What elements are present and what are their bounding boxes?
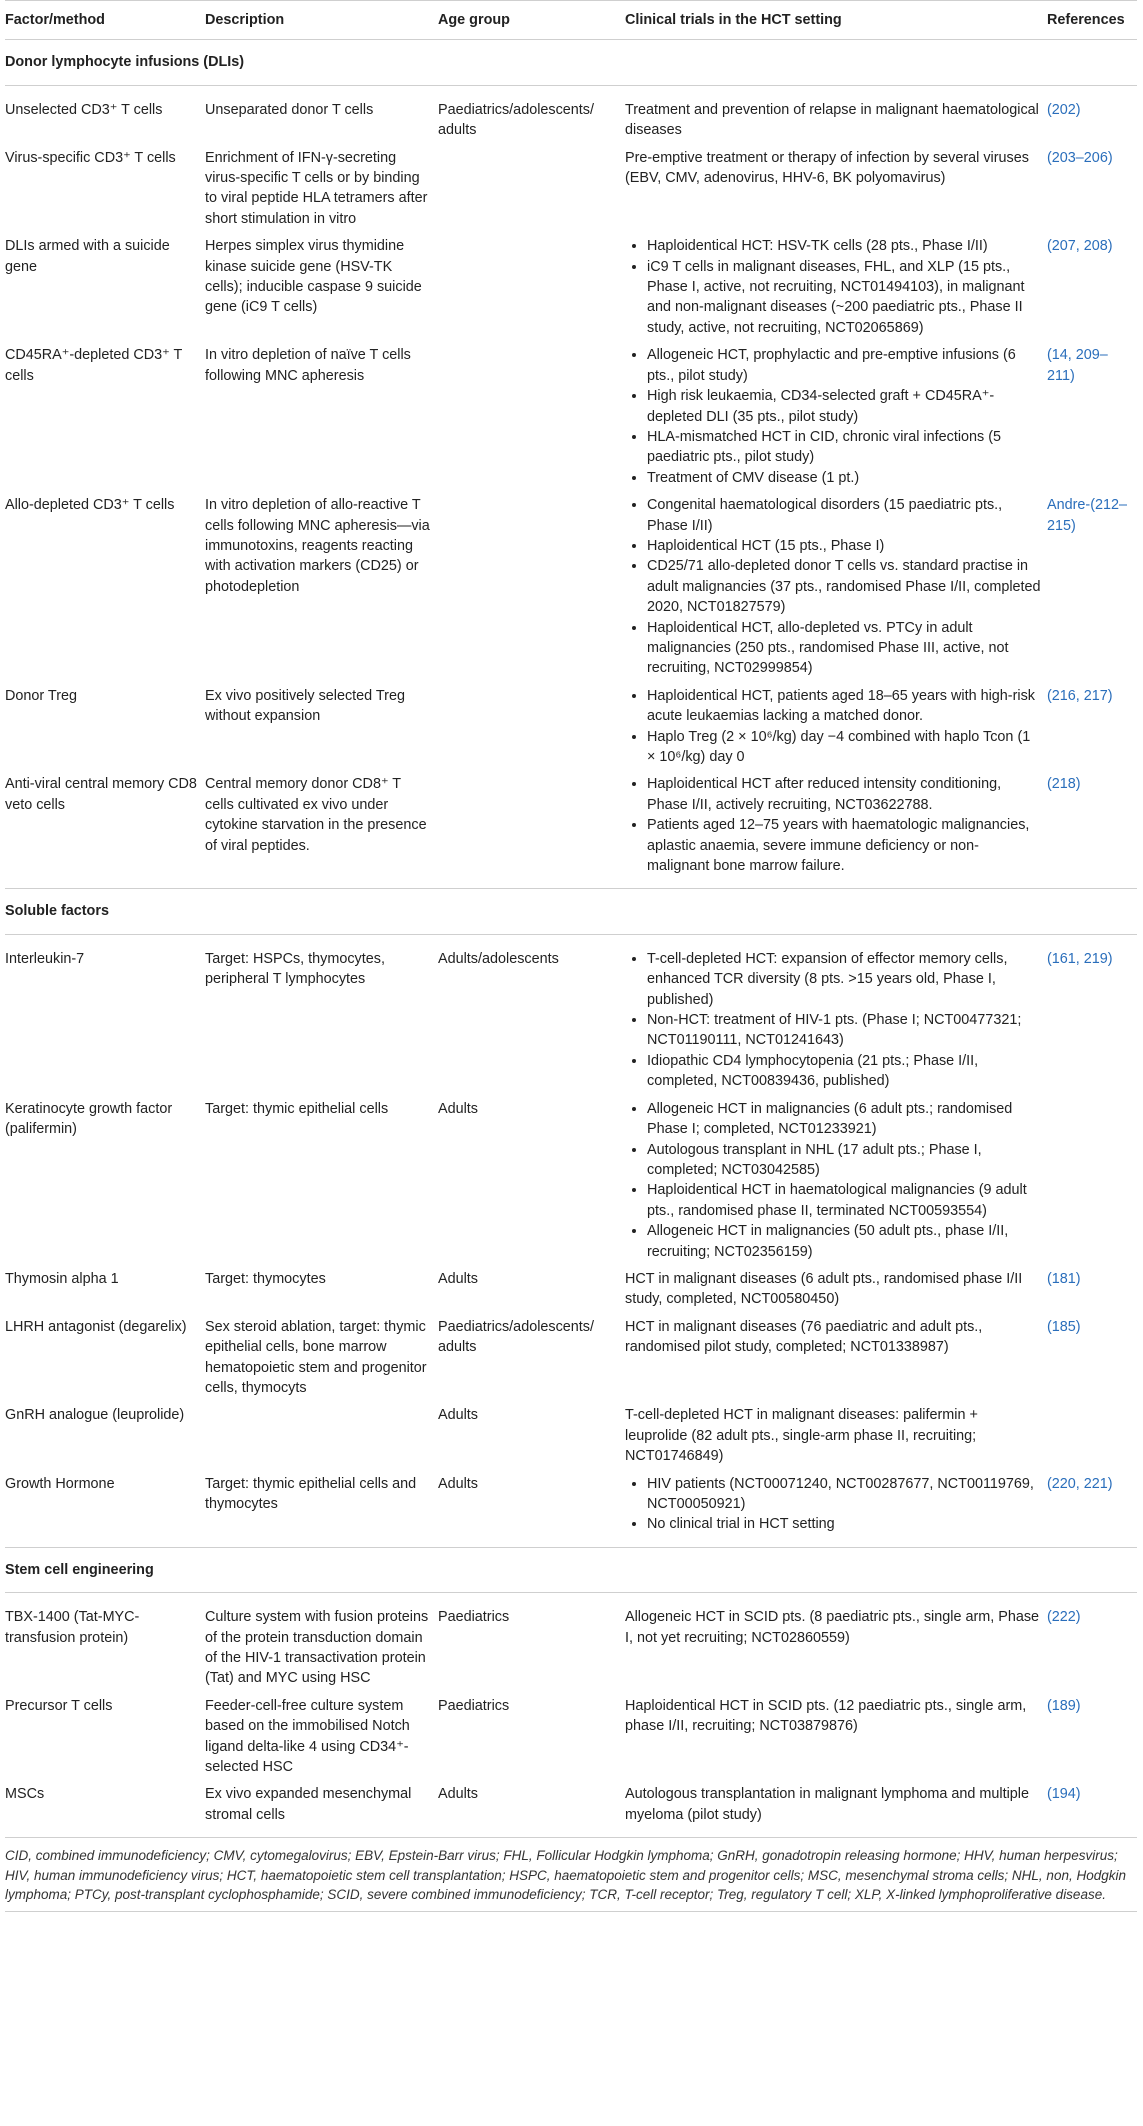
description-cell: Culture system with fusion proteins of the protein transduction domain of the HIV-1 transactivation protein (Tat) and MYC using HSC: [205, 1609, 429, 1687]
table-body: [5, 40, 1137, 1837]
table-row: [5, 145, 1137, 234]
references-cell: (181): [1047, 1270, 1081, 1287]
description-cell: Target: thymic epithelial cells: [205, 1100, 389, 1117]
clinical-trials-cell: [625, 1693, 1047, 1782]
references-cell: (216, 217): [1047, 687, 1113, 704]
header-factor: Factor/method: [5, 1, 205, 40]
references-cell: (185): [1047, 1318, 1081, 1335]
description-cell: Ex vivo positively selected Treg without expansion: [205, 687, 405, 725]
description-cell: Unseparated donor T cells: [205, 101, 374, 118]
clinical-trials-cell: [625, 1314, 1047, 1403]
age-group-cell: [438, 771, 625, 889]
trial-text: HCT in malignant diseases (76 paediatric and adult pts., randomised pilot study, completed; NCT01338987): [625, 1318, 983, 1356]
factor-cell: DLIs armed with a suicide gene: [5, 238, 170, 275]
table-row: [5, 1593, 1137, 1693]
references-cell: (202): [1047, 101, 1081, 118]
clinical-trials-cell: [625, 1096, 1047, 1266]
age-group-cell: Paediatrics: [438, 1609, 510, 1626]
trials-list: [625, 774, 1041, 876]
clinical-trials-cell: [625, 1471, 1047, 1548]
trial-item: • Idiopathic CD4 lymphocytopenia (21 pts.; Phase I/II, completed, NCT00839436, published): [647, 1051, 1041, 1092]
trial-item: • Haploidentical HCT in haematological malignancies (9 adult pts., randomised phase II, terminated NCT00593554): [647, 1180, 1041, 1221]
references-cell: (220, 221): [1047, 1475, 1113, 1492]
table-row: [5, 1471, 1137, 1548]
trials-list: [625, 1474, 1041, 1535]
clinical-trials-cell: [625, 1402, 1047, 1470]
section-title: Soluble factors: [5, 889, 1137, 934]
age-group-cell: Paediatrics: [438, 1697, 510, 1714]
trial-item: • Non-HCT: treatment of HIV-1 pts. (Phase I; NCT00477321; NCT01190111, NCT01241643): [647, 1010, 1041, 1051]
references-cell: (203–206): [1047, 149, 1113, 166]
age-group-cell: Adults: [438, 1475, 478, 1492]
factor-cell: GnRH analogue (leuprolide): [5, 1407, 185, 1424]
trials-list: [625, 949, 1041, 1092]
age-group-cell: Adults: [438, 1270, 478, 1287]
table-row: [5, 1266, 1137, 1314]
trial-item: • HIV patients (NCT00071240, NCT00287677, NCT00119769, NCT00050921): [647, 1474, 1041, 1515]
table-row: [5, 1693, 1137, 1782]
section-header-row: [5, 1547, 1137, 1592]
trial-item: • Haploidentical HCT, patients aged 18–65 years with high-risk acute leukaemias lacking a matched donor.: [647, 686, 1041, 727]
clinical-trials-cell: [625, 1593, 1047, 1693]
description-cell: Target: thymocytes: [205, 1270, 326, 1287]
trial-text: Allogeneic HCT in SCID pts. (8 paediatric pts., single arm, Phase I, not yet recruiting; NCT02860559): [625, 1609, 1040, 1646]
trials-list: [625, 495, 1041, 679]
description-cell: In vitro depletion of naïve T cells following MNC apheresis: [205, 347, 411, 384]
description-cell: Target: thymic epithelial cells and thymocytes: [205, 1475, 417, 1512]
trial-item: • Haploidentical HCT: HSV-TK cells (28 pts., Phase I/II): [647, 236, 1041, 256]
age-group-cell: Adults: [438, 1407, 478, 1424]
trials-list: [625, 236, 1041, 338]
trial-item: • Allogeneic HCT in malignancies (50 adult pts., phase I/II, recruiting; NCT02356159): [647, 1221, 1041, 1262]
description-cell: Target: HSPCs, thymocytes, peripheral T lymphocytes: [205, 950, 385, 988]
table-row: [5, 492, 1137, 683]
factor-cell: Unselected CD3⁺ T cells: [5, 101, 163, 118]
trial-text: Haploidentical HCT in SCID pts. (12 paediatric pts., single arm, phase I/II, recruiting; NCT03879876): [625, 1697, 1027, 1735]
clinical-trials-cell: [625, 233, 1047, 342]
clinical-trials-cell: [625, 492, 1047, 683]
table-row: [5, 1096, 1137, 1266]
table-row: [5, 934, 1137, 1095]
age-group-cell: Adults/adolescents: [438, 950, 559, 967]
description-cell: Ex vivo expanded mesenchymal stromal cells: [205, 1786, 412, 1823]
clinical-trials-cell: [625, 85, 1047, 144]
trial-item: • Haploidentical HCT (15 pts., Phase I): [647, 536, 1041, 556]
trial-text: HCT in malignant diseases (6 adult pts., randomised phase I/II study, completed, NCT00580450): [625, 1270, 1023, 1308]
section-header-row: [5, 40, 1137, 85]
trials-list: [625, 345, 1041, 488]
factor-cell: Precursor T cells: [5, 1697, 113, 1714]
references-cell: (194): [1047, 1786, 1081, 1803]
clinical-trials-cell: [625, 771, 1047, 889]
section-title: Stem cell engineering: [5, 1547, 1137, 1592]
factor-cell: Interleukin-7: [5, 950, 85, 967]
age-group-cell: Adults: [438, 1100, 478, 1117]
header-clinical-trials: Clinical trials in the HCT setting: [625, 1, 1047, 40]
factor-cell: Donor Treg: [5, 687, 77, 704]
trial-item: • No clinical trial in HCT setting: [647, 1514, 1041, 1534]
table-footnote: CID, combined immunodeficiency; CMV, cytomegalovirus; EBV, Epstein-Barr virus; FHL, Follicular Hodgkin lymphoma; GnRH, gonadotropin releasing hormone; HHV, human herpesvirus; HIV, human immunodeficiency virus; HCT, haematopoietic stem cell transplantation; HSPC, haematopoietic stem and progenitor cells; MSC, mesenchymal stroma cells; NHL, non, Hodgkin lymphoma; PTCy, post-transplant cyclophosphamide; SCID, severe combined immunodeficiency; TCR, T-cell receptor; Treg, regulatory T cell; XLP, X-linked lymphoproliferative disease.: [5, 1837, 1137, 1912]
references-cell: (218): [1047, 776, 1081, 793]
header-age-group: Age group: [438, 1, 625, 40]
trial-item: • High risk leukaemia, CD34-selected graft + CD45RA⁺-depleted DLI (35 pts., pilot study): [647, 386, 1041, 427]
trial-item: • HLA-mismatched HCT in CID, chronic viral infections (5 paediatric pts., pilot study): [647, 427, 1041, 468]
trial-text: Treatment and prevention of relapse in malignant haematological diseases: [625, 101, 1039, 139]
references-cell: [1047, 1402, 1137, 1470]
references-cell: Andre-(212–215): [1047, 497, 1127, 534]
trial-item: • iC9 T cells in malignant diseases, FHL, and XLP (15 pts., Phase I, active, not recruiting, NCT01494103), in malignant and non-malignant diseases (~200 paediatric pts., Phase II study, active, not recruiting, NCT02065869): [647, 257, 1041, 339]
description-cell: Central memory donor CD8⁺ T cells cultivated ex vivo under cytokine starvation in the presence of viral peptides.: [205, 776, 427, 854]
section-header-row: [5, 889, 1137, 934]
age-group-cell: Adults: [438, 1786, 478, 1803]
trial-item: • Allogeneic HCT, prophylactic and pre-emptive infusions (6 pts., pilot study): [647, 345, 1041, 386]
header-references: References: [1047, 1, 1137, 40]
description-cell: In vitro depletion of allo-reactive T cells following MNC apheresis—via immunotoxins, reagents reacting with activation markers (CD25) or photodepletion: [205, 497, 430, 595]
trial-text: Autologous transplantation in malignant lymphoma and multiple myeloma (pilot study): [625, 1786, 1029, 1823]
factor-cell: CD45RA⁺-depleted CD3⁺ T cells: [5, 347, 183, 384]
trial-item: • Treatment of CMV disease (1 pt.): [647, 468, 1041, 488]
table-row: [5, 342, 1137, 492]
factor-cell: LHRH antagonist (degarelix): [5, 1318, 187, 1335]
trial-text: Pre-emptive treatment or therapy of infection by several viruses (EBV, CMV, adenovirus, HHV-6, BK polyomavirus): [625, 149, 1029, 187]
clinical-trials-cell: [625, 145, 1047, 234]
factor-cell: Anti-viral central memory CD8 veto cells: [5, 776, 197, 813]
age-group-cell: [438, 342, 625, 492]
factor-cell: Thymosin alpha 1: [5, 1270, 119, 1287]
factor-cell: Growth Hormone: [5, 1475, 115, 1492]
table-row: [5, 771, 1137, 889]
trial-item: • CD25/71 allo-depleted donor T cells vs. standard practise in adult malignancies (37 pts., randomised Phase I/II, completed 2020, NCT01827579): [647, 556, 1041, 617]
table-row: [5, 233, 1137, 342]
table-row: [5, 1314, 1137, 1403]
trial-text: T-cell-depleted HCT in malignant diseases: palifermin + leuprolide (82 adult pts., single-arm phase II, recruiting; NCT01746849): [625, 1407, 978, 1465]
table-row: [5, 1781, 1137, 1837]
trial-item: • Haploidentical HCT, allo-depleted vs. PTCy in adult malignancies (250 pts., randomised Phase III, active, not recruiting, NCT02999854): [647, 618, 1041, 679]
header-description: Description: [205, 1, 438, 40]
age-group-cell: [438, 683, 625, 772]
references-cell: (207, 208): [1047, 238, 1113, 255]
table-row: [5, 1402, 1137, 1470]
trial-item: • Allogeneic HCT in malignancies (6 adult pts.; randomised Phase I; completed, NCT01233921): [647, 1099, 1041, 1140]
description-cell: Sex steroid ablation, target: thymic epithelial cells, bone marrow hematopoietic stem and progenitor cells, thymocyts: [205, 1318, 427, 1396]
table-row: [5, 85, 1137, 144]
trial-item: • T-cell-depleted HCT: expansion of effector memory cells, enhanced TCR diversity (8 pts. >15 years old, Phase I, published): [647, 949, 1041, 1010]
description-cell: Enrichment of IFN-γ-secreting virus-specific T cells or by binding to viral peptide HLA tetramers after short stimulation in vitro: [205, 149, 428, 227]
trial-item: • Patients aged 12–75 years with haematologic malignancies, aplastic anaemia, severe immune deficiency or non-malignant bone marrow failure.: [647, 815, 1041, 876]
trial-item: • Congenital haematological disorders (15 paediatric pts., Phase I/II): [647, 495, 1041, 536]
description-cell: Herpes simplex virus thymidine kinase suicide gene (HSV-TK cells); inducible caspase 9 suicide gene (iC9 T cells): [205, 238, 422, 316]
factor-cell: TBX-1400 (Tat-MYC-transfusion protein): [5, 1609, 140, 1646]
references-cell: (161, 219): [1047, 950, 1113, 967]
factor-cell: Keratinocyte growth factor (palifermin): [5, 1100, 173, 1138]
description-cell: Feeder-cell-free culture system based on the immobilised Notch ligand delta-like 4 using CD34⁺-selected HSC: [205, 1697, 410, 1776]
factor-cell: Allo-depleted CD3⁺ T cells: [5, 497, 175, 514]
clinical-trials-cell: [625, 342, 1047, 492]
references-cell: (14, 209–211): [1047, 347, 1108, 384]
clinical-trials-cell: [625, 934, 1047, 1095]
trials-list: [625, 1099, 1041, 1262]
trial-item: • Autologous transplant in NHL (17 adult pts.; Phase I, completed; NCT03042585): [647, 1140, 1041, 1181]
header-row: [5, 1, 1137, 40]
section-title: Donor lymphocyte infusions (DLIs): [5, 40, 1137, 85]
age-group-cell: [438, 145, 625, 234]
clinical-trials-cell: [625, 1781, 1047, 1837]
clinical-trials-cell: [625, 1266, 1047, 1314]
age-group-cell: Paediatrics/adolescents/ adults: [438, 1318, 594, 1356]
factor-cell: MSCs: [5, 1786, 45, 1803]
references-cell: (189): [1047, 1697, 1081, 1714]
factor-cell: Virus-specific CD3⁺ T cells: [5, 149, 176, 166]
age-group-cell: Paediatrics/adolescents/ adults: [438, 101, 594, 139]
trials-list: [625, 686, 1041, 768]
trial-item: • Haploidentical HCT after reduced intensity conditioning, Phase I/II, actively recruiting, NCT03622788.: [647, 774, 1041, 815]
age-group-cell: [438, 492, 625, 683]
trial-item: • Haplo Treg (2 × 10⁶/kg) day −4 combined with haplo Tcon (1 × 10⁶/kg) day 0: [647, 727, 1041, 768]
factors-table: [5, 0, 1137, 1837]
table-row: [5, 683, 1137, 772]
age-group-cell: [438, 233, 625, 342]
references-cell: (222): [1047, 1609, 1081, 1626]
references-cell: [1047, 1096, 1137, 1266]
description-cell: [205, 1402, 438, 1470]
clinical-trials-cell: [625, 683, 1047, 772]
